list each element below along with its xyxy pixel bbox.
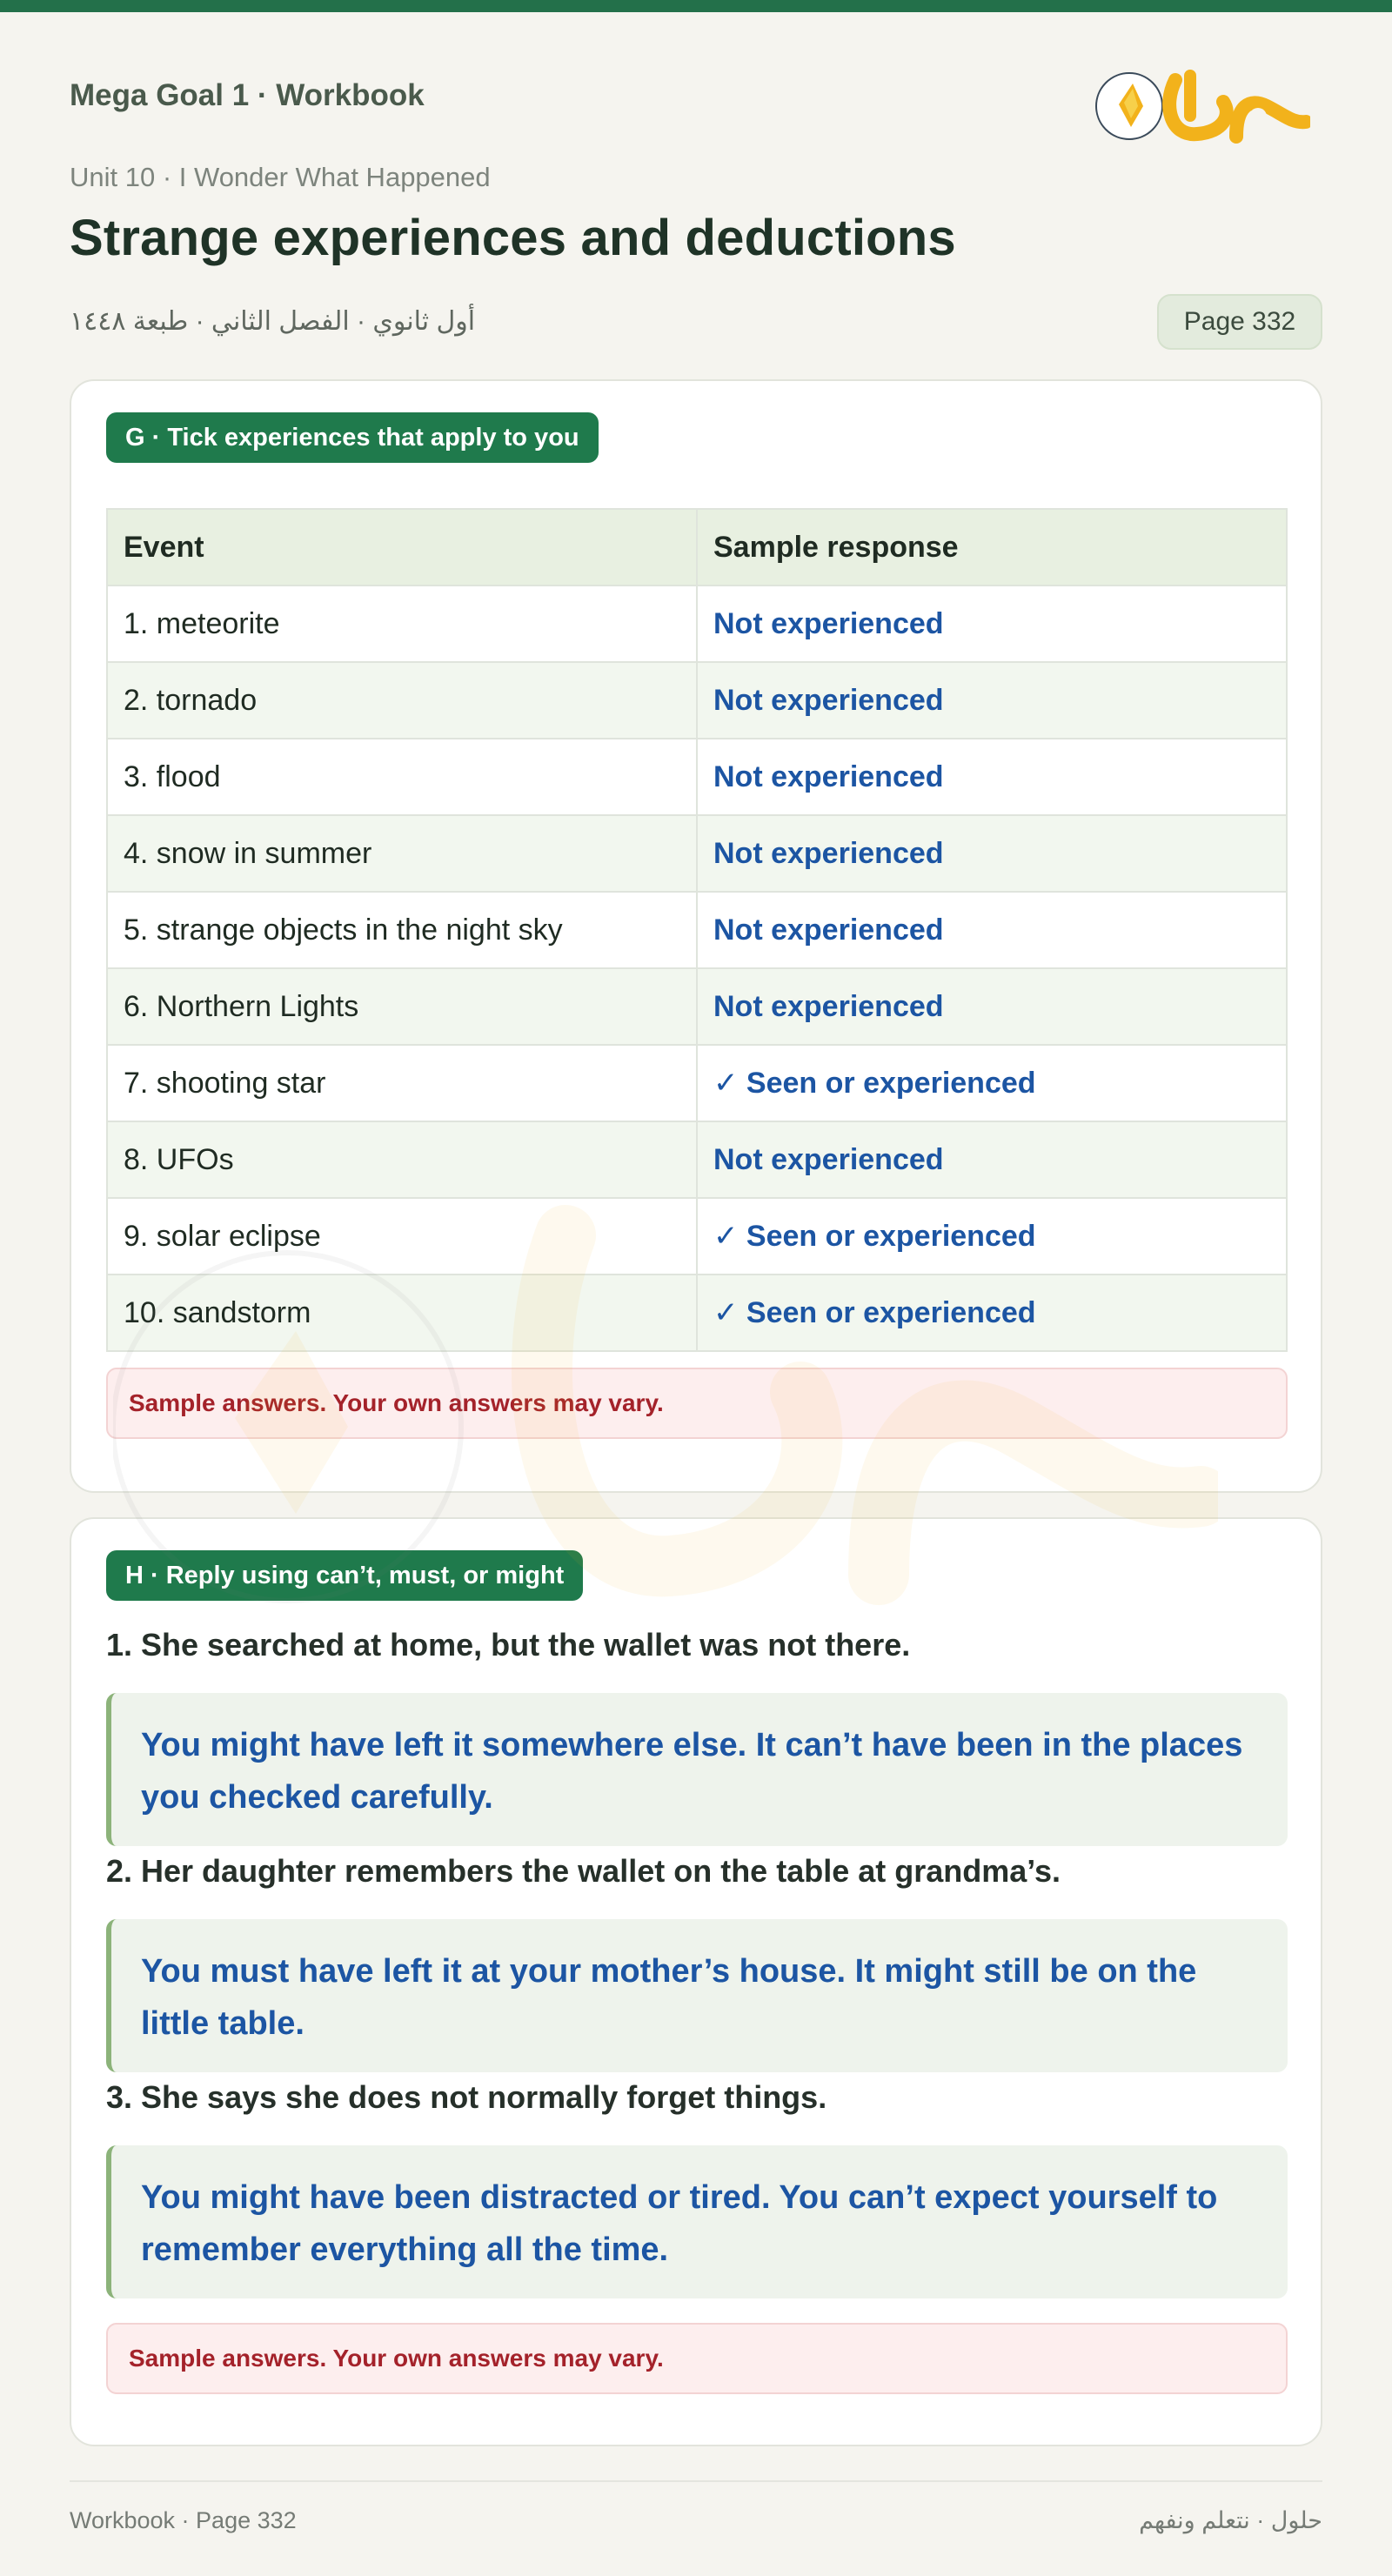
event-cell: 3. flood (107, 739, 697, 815)
table-row (107, 968, 1287, 1045)
footer-divider (70, 2480, 1322, 2482)
event-cell: 4. snow in summer (107, 815, 697, 892)
sample-answers-note: Sample answers. Your own answers may vary. (106, 2323, 1288, 2394)
section-g-label: G · Tick experiences that apply to you (106, 412, 599, 463)
event-cell: 1. meteorite (107, 585, 697, 662)
event-cell: 8. UFOs (107, 1121, 697, 1198)
response-cell: ✓ Seen or experienced (697, 1275, 1287, 1351)
arabic-subtitle: أول ثانوي · الفصل الثاني · طبعة ١٤٤٨ (70, 307, 476, 336)
answer-1: You might have left it somewhere else. It can’t have been in the places you checked carefully. (106, 1693, 1288, 1846)
section-h-card (70, 1517, 1322, 2446)
book-title: Mega Goal 1 · Workbook (70, 78, 425, 112)
experiences-table (106, 508, 1288, 1352)
table-row (107, 662, 1287, 739)
section-g-card (70, 379, 1322, 1493)
top-accent-bar (0, 0, 1392, 12)
event-cell: 6. Northern Lights (107, 968, 697, 1045)
response-cell: Not experienced (697, 585, 1287, 662)
event-cell: 2. tornado (107, 662, 697, 739)
column-header-event: Event (107, 509, 697, 585)
table-row (107, 1198, 1287, 1275)
response-cell: Not experienced (697, 815, 1287, 892)
response-cell: Not experienced (697, 739, 1287, 815)
question-3: 3. She says she does not normally forget things. (106, 2079, 827, 2115)
event-cell: 10. sandstorm (107, 1275, 697, 1351)
column-header-response: Sample response (697, 509, 1287, 585)
table-row (107, 1045, 1287, 1121)
hulul-logo (1093, 54, 1310, 158)
event-cell: 5. strange objects in the night sky (107, 892, 697, 968)
unit-subtitle: Unit 10 · I Wonder What Happened (70, 162, 491, 192)
event-cell: 7. shooting star (107, 1045, 697, 1121)
table-row (107, 1275, 1287, 1351)
page-title: Strange experiences and deductions (70, 210, 956, 266)
answer-3: You might have been distracted or tired. You can’t expect yourself to remember everything all the time. (106, 2145, 1288, 2298)
response-cell: ✓ Seen or experienced (697, 1045, 1287, 1121)
table-row (107, 815, 1287, 892)
table-row (107, 739, 1287, 815)
event-cell: 9. solar eclipse (107, 1198, 697, 1275)
table-row (107, 585, 1287, 662)
response-cell: ✓ Seen or experienced (697, 1198, 1287, 1275)
footer-page-label: Workbook · Page 332 (70, 2507, 297, 2533)
table-row (107, 1121, 1287, 1198)
page-badge: Page 332 (1157, 294, 1322, 350)
answer-2: You must have left it at your mother’s house. It might still be on the little table. (106, 1919, 1288, 2072)
response-cell: Not experienced (697, 968, 1287, 1045)
question-2: 2. Her daughter remembers the wallet on the table at grandma’s. (106, 1853, 1061, 1889)
table-row (107, 892, 1287, 968)
footer-brand: حلول · نتعلم ونفهم (1139, 2507, 1322, 2533)
question-1: 1. She searched at home, but the wallet was not there. (106, 1627, 911, 1663)
response-cell: Not experienced (697, 892, 1287, 968)
sample-answers-note: Sample answers. Your own answers may vary. (106, 1368, 1288, 1439)
response-cell: Not experienced (697, 1121, 1287, 1198)
response-cell: Not experienced (697, 662, 1287, 739)
section-h-label: H · Reply using can’t, must, or might (106, 1550, 583, 1601)
